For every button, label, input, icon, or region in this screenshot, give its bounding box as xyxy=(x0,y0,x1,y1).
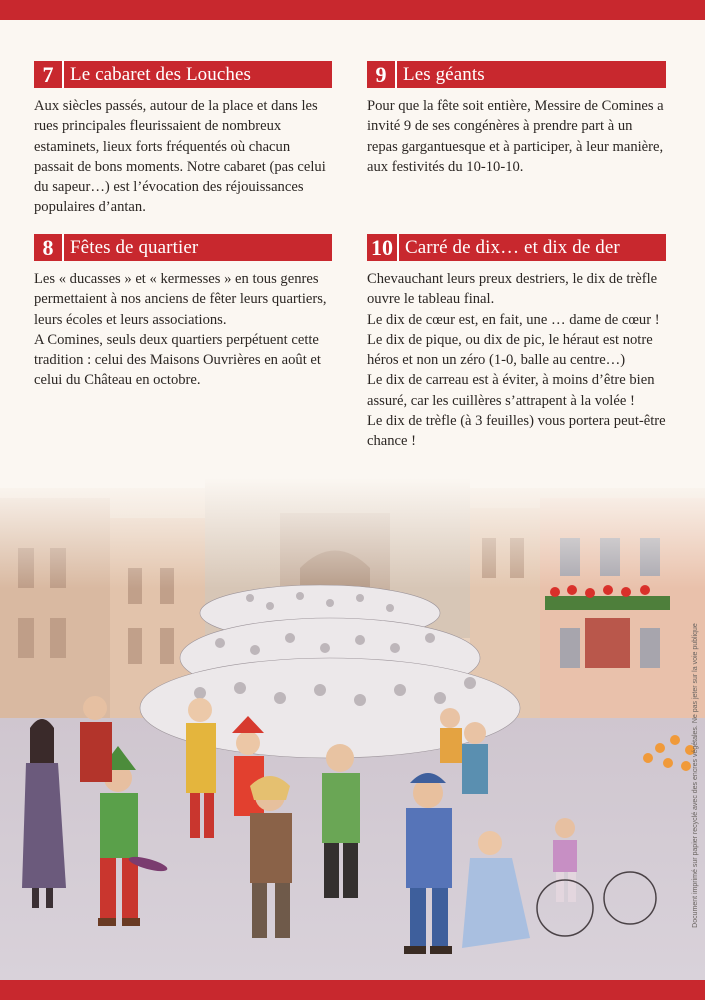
section-paragraph: Aux siècles passés, autour de la place et dans les rues principales fleurissaient de nombreux estaminets, lieux forts fréquentés où chacun passait de bons moments. Notre cabaret (pas celui du sapeur…) est l’évocation des réjouissances populaires d’antan. xyxy=(34,98,326,216)
section-paragraph: Pour que la fête soit entière, Messire de Comines a invité 9 de ses congénères à prendre part à un repas gargantuesque et à participer, à leur manière, aux festivités du 10-10-10. xyxy=(367,98,664,175)
section-paragraph: Le dix de carreau est à éviter, à moins d’être bien assuré, car les cuillères s’attrapent à la volée ! xyxy=(367,372,655,409)
section-paragraph: Le dix de pique, ou dix de pic, le héraut est notre héros et non un zéro (1-0, balle au centre…) xyxy=(367,331,653,369)
section-heading xyxy=(367,234,666,261)
section-number: 9 xyxy=(367,61,397,88)
section-heading xyxy=(34,61,332,88)
section-number: 7 xyxy=(34,61,64,88)
section-paragraph: Les « ducasses » et « kermesses » en tous genres permettaient à nos anciens de fêter leurs quartiers, leurs écoles et leurs associations. xyxy=(34,271,327,328)
bottom-red-band xyxy=(0,980,705,1000)
section-body xyxy=(367,269,666,452)
section-heading xyxy=(34,234,332,261)
section-paragraph: Chevauchant leurs preux destriers, le dix de trèfle ouvre le tableau final. xyxy=(367,271,658,308)
print-note-text: Document imprimé sur papier recyclé avec des encres végétales. Ne pas jeter sur la voie publique xyxy=(691,622,699,928)
crowd-festival-illustration xyxy=(0,478,705,980)
section-title: Les géants xyxy=(403,64,485,85)
top-red-band xyxy=(0,0,705,20)
section-number: 10 xyxy=(367,234,399,261)
section-title: Fêtes de quartier xyxy=(70,237,199,258)
section-body xyxy=(34,269,332,391)
vertical-print-note xyxy=(690,580,700,970)
section-number: 8 xyxy=(34,234,64,261)
section-body xyxy=(34,96,332,218)
section-title: Carré de dix… et dix de der xyxy=(405,237,620,258)
section-body xyxy=(367,96,666,177)
section-title: Le cabaret des Louches xyxy=(70,64,252,85)
section-heading xyxy=(367,61,666,88)
section-paragraph: Le dix de trèfle (à 3 feuilles) vous portera peut-être chance ! xyxy=(367,413,666,450)
section-fetes-quartier xyxy=(34,234,332,391)
section-geants xyxy=(367,61,666,177)
section-paragraph: A Comines, seuls deux quartiers perpétuent cette tradition : celui des Maisons Ouvrières en août et celui du Château en octobre. xyxy=(34,331,321,389)
section-carre-de-dix xyxy=(367,234,666,452)
section-paragraph: Le dix de cœur est, en fait, une … dame de cœur ! xyxy=(367,311,660,328)
section-cabaret xyxy=(34,61,332,218)
